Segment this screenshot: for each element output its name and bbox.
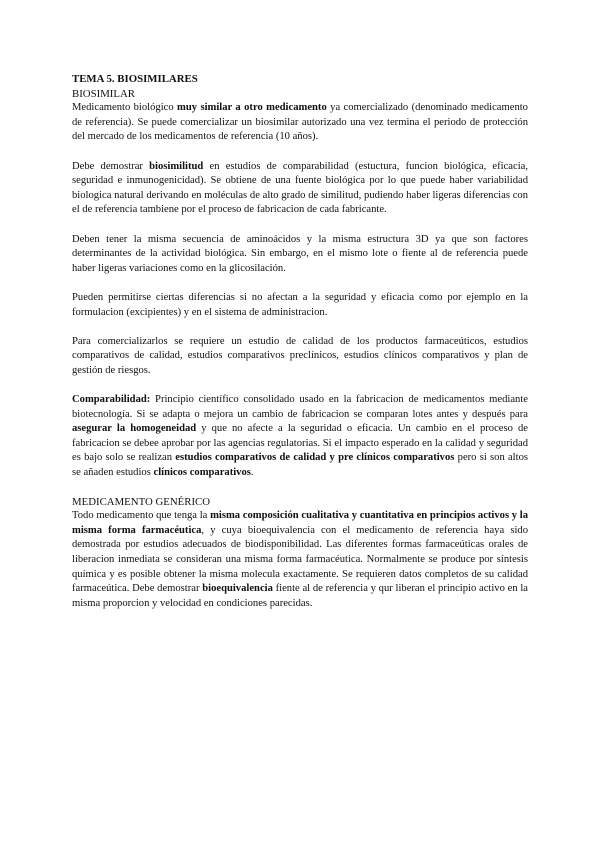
- bold-text: Comparabilidad:: [72, 394, 151, 406]
- text-run: , y cuya bioequivalencia con el medicamento de referencia haya sido demostrada por estudios adecuados de biodisponibilidad. Las diferentes formas farmaceúticas orales de liberacion inmediata se consideran una misma forma farmacéutica. Normalmente se produce por síntesis química y es posible obtener la misma molecula exactamente. Se requieren datos completos de su calidad farmaceútica. Debe demostrar: [72, 524, 528, 595]
- document-body: [72, 87, 528, 612]
- paragraph: [72, 160, 528, 218]
- paragraph: [72, 233, 528, 277]
- paragraph: [72, 335, 528, 379]
- text-run: Pueden permitirse ciertas diferencias si no afectan a la seguridad y eficacia como por ejemplo en la formulacion (excipientes) y en el sistema de administracion.: [72, 291, 528, 318]
- paragraph: [72, 101, 528, 145]
- text-run: Principio científico consolidado usado en la fabricacion de medicamentos mediante biotecnología. Si se adapta o mejora un cambio de fabricacion se comparan lotes antes y después para: [72, 394, 528, 420]
- text-run: Deben tener la misma secuencia de aminoácidos y la misma estructura 3D ya que son factores determinantes de la actividad biológica. Sin embargo, en el mismo lote o fiente al de referencia puede haber ligeras variaciones como en la glicosilación.: [72, 233, 528, 274]
- bold-text: asegurar la homogeneidad: [72, 423, 197, 435]
- text-run: fiente al de referencia y qur liberan el principio activo en la misma proporcion y velocidad en condiciones parecidas.: [72, 583, 528, 609]
- paragraph: [72, 393, 528, 481]
- text-run: Medicamento biológico: [72, 102, 178, 114]
- document-page: [72, 72, 528, 611]
- section-heading: BIOSIMILAR: [72, 87, 135, 100]
- paragraph: [72, 291, 528, 320]
- text-run: Todo medicamento que tenga la: [72, 510, 211, 522]
- bold-text: biosimilitud: [149, 160, 204, 172]
- text-run: y que no afecte a la seguridad o eficacia. Un cambio en el proceso de fabricacion se debee aprobar por las agencias regulatorias. Si el impacto esperado en la calidad y seguridad es bajo solo se realizan: [72, 423, 528, 464]
- text-run: ya comercializado (denominado medicamento de referencia). Se puede comercializar un biosimilar autorizado una vez termina el periodo de protección del mercado de los medicamentos de referencia (10 años).: [72, 102, 528, 143]
- paragraph: [72, 509, 528, 611]
- document-title: TEMA 5. BIOSIMILARES: [72, 73, 198, 85]
- bold-text: muy similar a otro medicamento: [177, 102, 327, 114]
- bold-text: bioequivalencia: [202, 583, 273, 595]
- bold-text: estudios comparativos de calidad y pre clínicos comparativos: [175, 452, 455, 464]
- text-run: Para comercializarlos se requiere un estudio de calidad de los productos farmaceúticos, estudios comparativos de calidad, estudios comparativos preclínicos, estudios clínicos comparativos y plan de gestión de riesgos.: [72, 335, 528, 376]
- bold-text: misma composición cualitativa y cuantitativa en principios activos y la misma forma farmacéutica: [72, 510, 529, 536]
- text-run: pero si son altos se añaden estudios: [72, 452, 528, 479]
- text-run: Debe demostrar: [72, 160, 150, 172]
- bold-text: clínicos comparativos: [153, 467, 251, 479]
- section-heading: MEDICAMENTO GENÉRICO: [72, 495, 211, 508]
- text-run: .: [250, 467, 254, 479]
- text-run: en estudios de comparabilidad (estuctura, funcion biológica, eficacia, seguridad e inmunogenicidad). Se obtiene de una fuente biológica por lo que puede haber variabilidad biologica natural derivando en moléculas de alto grado de similitud, pudiendo haber ligeras diferencias con el de referencia tambiene por el proceso de fabricacion de cada fabricante.: [72, 160, 529, 216]
